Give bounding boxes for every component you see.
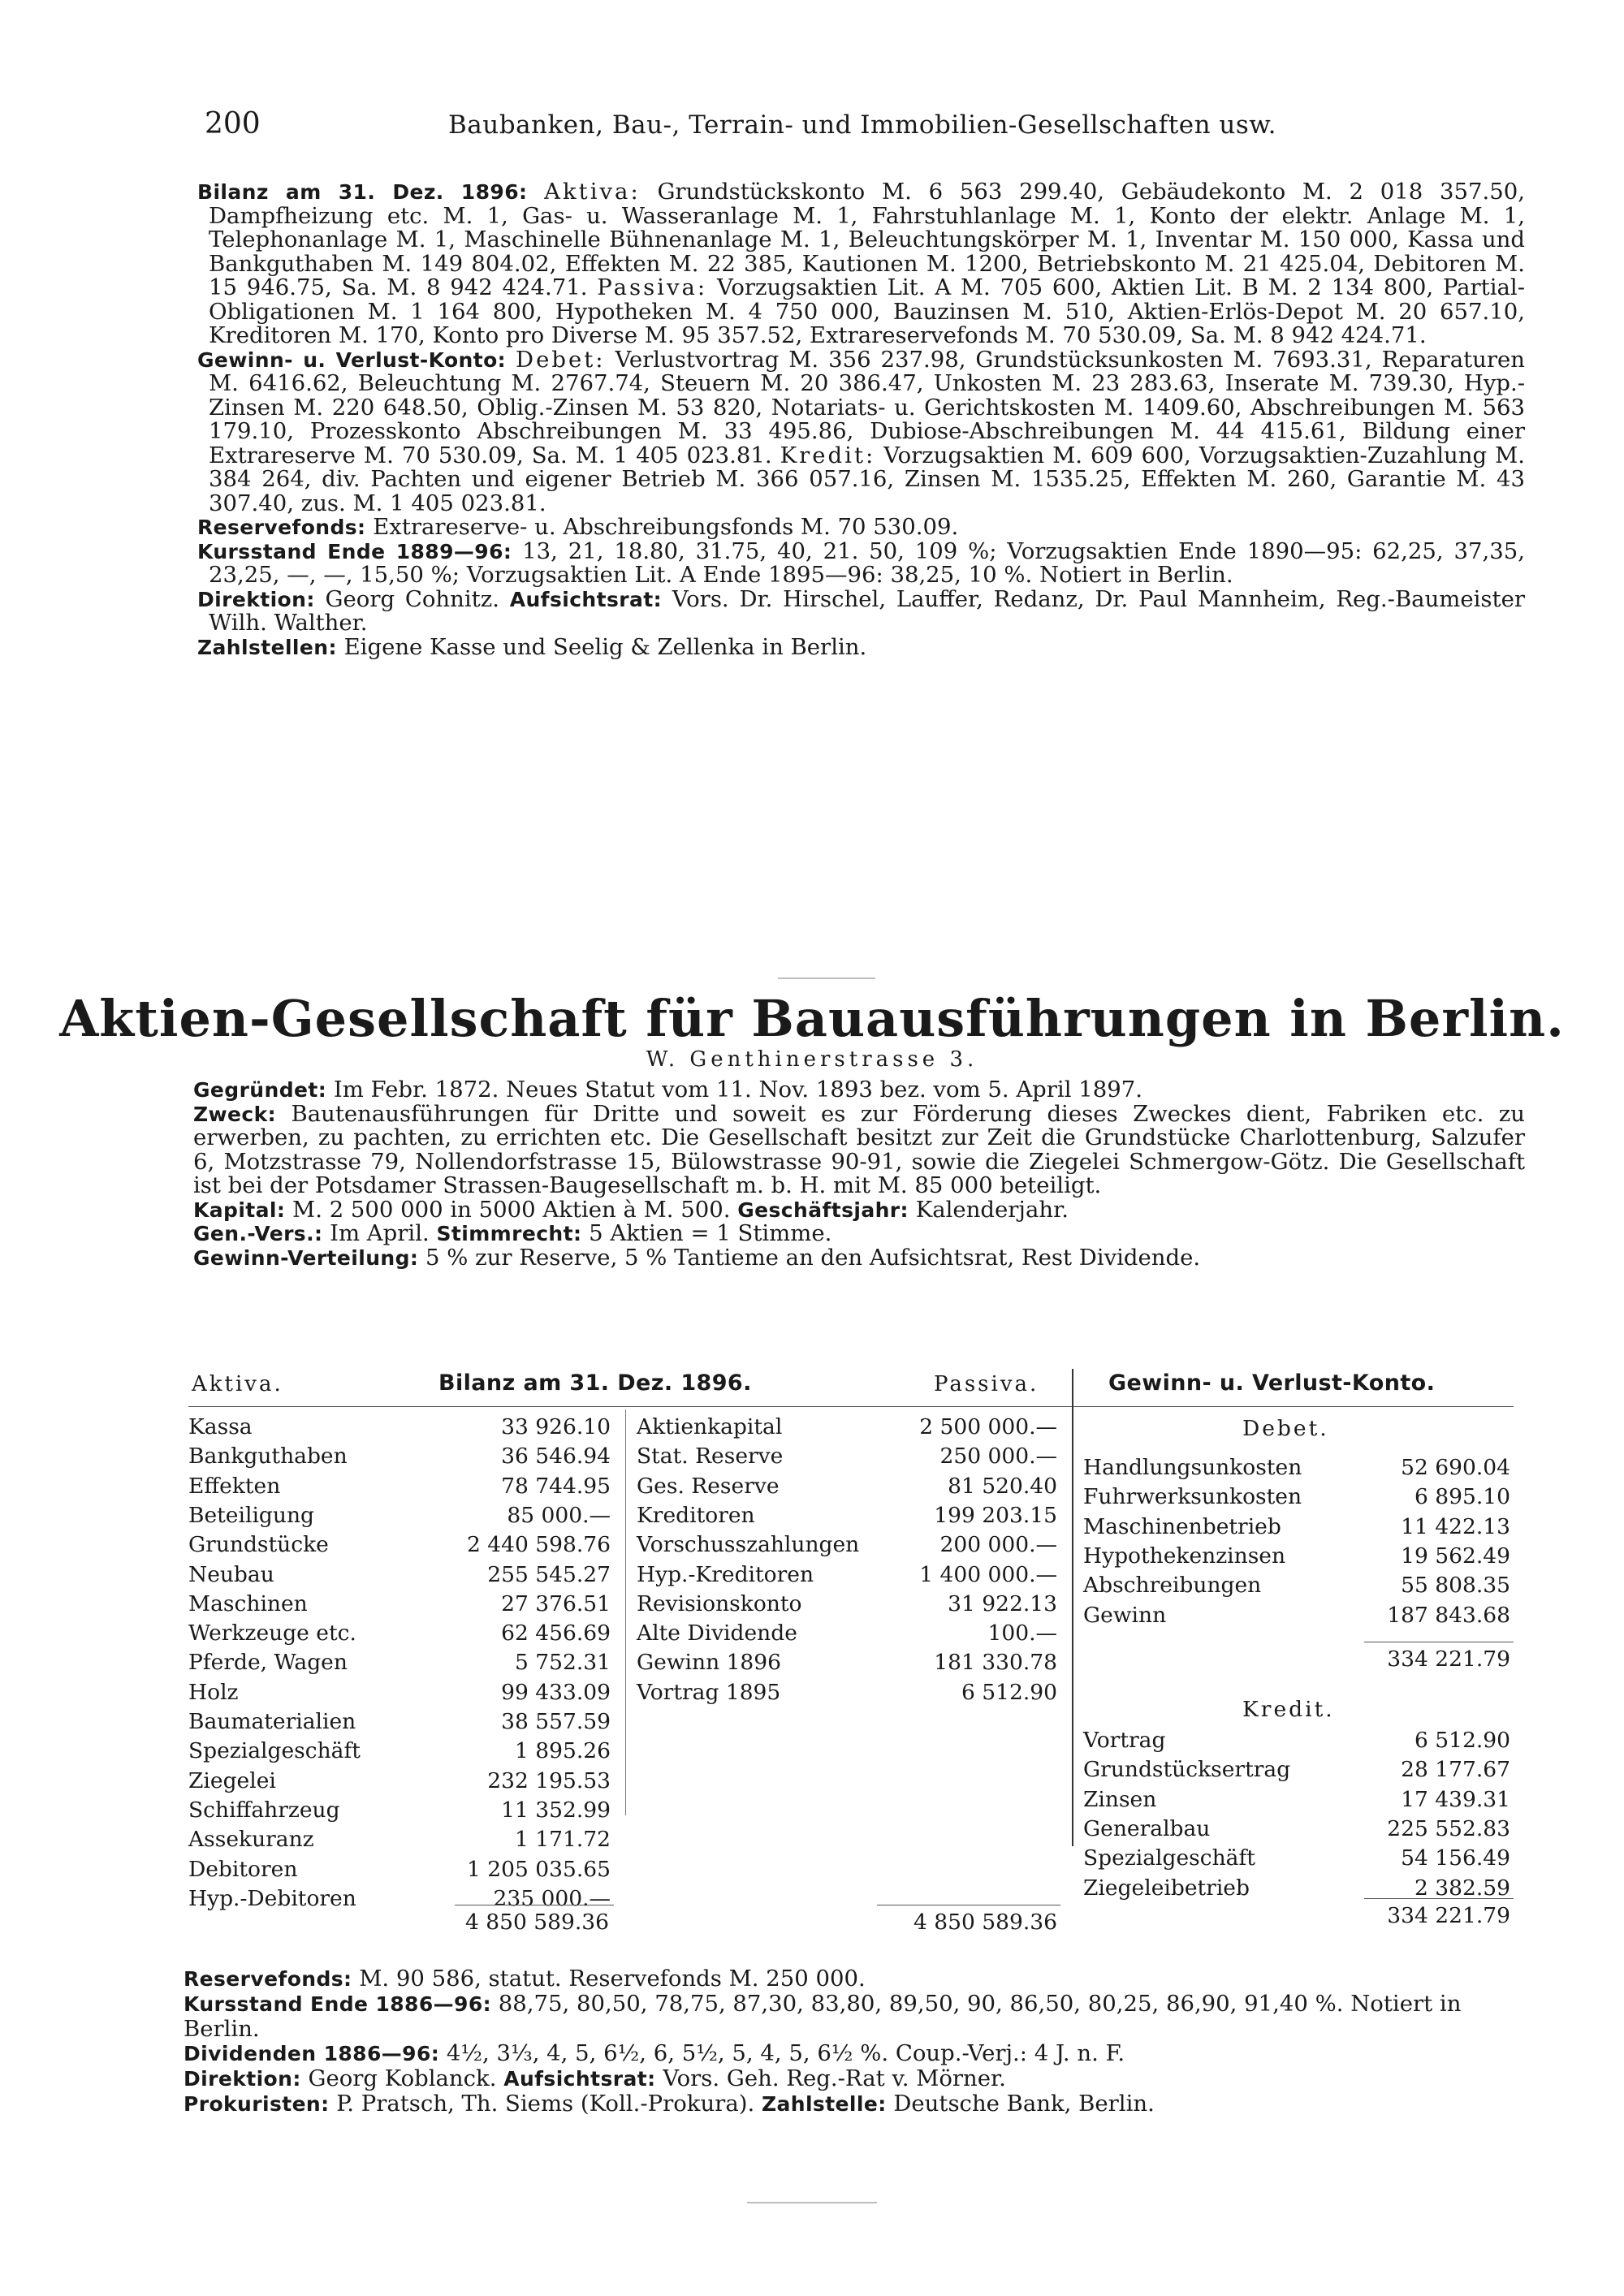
passiva-row xyxy=(637,1680,1057,1709)
gegruendet-text: Im Febr. 1872. Neues Statut vom 11. Nov. 1893 bez. vom 5. April 1897. xyxy=(333,1077,1142,1103)
debet-row xyxy=(1083,1514,1510,1543)
aktiva-row xyxy=(188,1798,611,1827)
bilanz-guv-separator xyxy=(1072,1369,1073,1846)
kredit-label: Vortrag xyxy=(1083,1728,1166,1753)
aktiva-amount: 85 000.— xyxy=(507,1502,611,1528)
gewinnverteilung-label: Gewinn-Verteilung: xyxy=(193,1245,419,1270)
aktiva-row xyxy=(188,1680,611,1709)
aktiva-label: Pferde, Wagen xyxy=(188,1650,348,1676)
debet-row xyxy=(1083,1455,1510,1484)
aktiva-label: Schiffahrzeug xyxy=(188,1797,340,1823)
aktiva-amount: 232 195.53 xyxy=(487,1767,611,1793)
kredit-total-rule xyxy=(1364,1898,1514,1899)
dividenden-label: Dividenden 1886—96: xyxy=(184,2042,440,2065)
kredit-total xyxy=(1348,1903,1510,1932)
prev-direktion-label: Direktion: xyxy=(197,587,315,611)
aktiva-row xyxy=(188,1650,611,1679)
prev-kursstand-paragraph xyxy=(197,537,1525,588)
debet-label: Handlungsunkosten xyxy=(1083,1455,1302,1480)
aktiva-label: Maschinen xyxy=(188,1590,308,1616)
prev-aktiva-label: Aktiva: xyxy=(544,179,641,205)
passiva-amount: 6 512.90 xyxy=(961,1679,1057,1705)
aktiva-amount: 2 440 598.76 xyxy=(466,1532,611,1558)
passiva-row xyxy=(637,1562,1057,1591)
aktiva-row xyxy=(188,1827,611,1856)
company-title: Aktien-Gesellschaft für Bauausführungen in Berlin. xyxy=(59,989,1565,1048)
gewinnverteilung-line xyxy=(193,1246,1525,1271)
aktiva-row xyxy=(188,1738,611,1767)
bilanz-header-rule xyxy=(188,1406,1072,1407)
prev-bilanz-aktiva-text: Grundstückskonto M. 6 563 299.40, Gebäudekonto M. 2 018 357.50, Dampfheizung etc. M. 1, Gas- u. Wasseranlage M. 1, Fahrstuhlanlage M. 1, Konto der elektr. Anlage M. 1, Telephonanlage M. 1, Maschinelle Bühnenanlage M. 1, Beleuchtungskörper M. 1, Inventar M. 150 000, Kassa und Bankguthaben M. 149 804.02, Effekten M. 22 385, Kautionen M. 1200, Betriebskonto M. 21 425.04, Debitoren M. 15 946.75, Sa. M. 8 942 424.71. xyxy=(209,179,1525,300)
debet-row xyxy=(1083,1543,1510,1573)
section-divider xyxy=(778,978,875,979)
prev-reservefonds-paragraph xyxy=(197,516,1525,540)
prokuristen-line xyxy=(184,2091,1531,2117)
kredit-label: Grundstücksertrag xyxy=(1083,1757,1291,1783)
passiva-amount: 100.— xyxy=(987,1621,1057,1646)
aktiva-label: Neubau xyxy=(188,1561,274,1587)
bilanz-title: Bilanz am 31. Dez. 1896. xyxy=(438,1370,752,1396)
passiva-label: Hyp.-Kreditoren xyxy=(637,1561,814,1587)
kursstand-line xyxy=(184,1992,1531,2041)
gegruendet-label: Gegründet: xyxy=(193,1078,327,1102)
kredit-total-amount: 334 221.79 xyxy=(1387,1903,1510,1928)
passiva-label: Aktienkapital xyxy=(637,1414,783,1439)
aktiva-label: Debitoren xyxy=(188,1856,298,1882)
genvers-label: Gen.-Vers.: xyxy=(193,1222,323,1245)
kredit-label: Ziegeleibetrieb xyxy=(1083,1875,1250,1901)
debet-row xyxy=(1083,1603,1510,1632)
debet-label: Gewinn xyxy=(1083,1602,1167,1628)
prev-reservefonds-label: Reservefonds: xyxy=(197,516,366,539)
guv-debet-header: Debet. xyxy=(1242,1416,1329,1441)
passiva-row xyxy=(637,1414,1057,1444)
passiva-row xyxy=(637,1503,1057,1532)
prev-zahlstellen-text: Eigene Kasse und Seelig & Zellenka in Berlin. xyxy=(343,633,867,660)
prev-bilanz-paragraph xyxy=(197,180,1525,348)
debet-total xyxy=(1348,1646,1510,1676)
passiva-amount: 250 000.— xyxy=(939,1444,1057,1470)
aufsichtsrat-label: Aufsichtsrat: xyxy=(503,2067,656,2091)
guv-header-rule xyxy=(1073,1406,1514,1407)
zahlstelle-text: Deutsche Bank, Berlin. xyxy=(893,2091,1155,2117)
passiva-amount: 200 000.— xyxy=(939,1532,1057,1558)
passiva-row xyxy=(637,1591,1057,1621)
passiva-amount: 199 203.15 xyxy=(934,1502,1057,1528)
prev-zahlstellen-paragraph xyxy=(197,633,1525,660)
kredit-row xyxy=(1083,1845,1510,1875)
passiva-label: Revisionskonto xyxy=(637,1590,802,1616)
debet-amount: 55 808.35 xyxy=(1401,1573,1510,1599)
prev-guv-paragraph xyxy=(197,348,1525,516)
direktion-text: Georg Koblanck. xyxy=(308,2065,497,2091)
aufsichtsrat-text: Vors. Geh. Reg.-Rat v. Mörner. xyxy=(663,2065,1006,2091)
passiva-row xyxy=(637,1474,1057,1503)
prev-direktion-paragraph xyxy=(197,585,1526,636)
prev-guv-label: Gewinn- u. Verlust-Konto: xyxy=(197,347,507,372)
passiva-amount: 181 330.78 xyxy=(934,1650,1057,1676)
kredit-label: Zinsen xyxy=(1083,1786,1157,1812)
prev-bilanz-label: Bilanz am 31. Dez. 1896: xyxy=(197,180,528,204)
reservefonds-text: M. 90 586, statut. Reservefonds M. 250 000. xyxy=(359,1966,866,1992)
prev-guv-debet-text: Verlustvortrag M. 356 237.98, Grundstücksunkosten M. 7693.31, Reparaturen M. 6416.62, Beleuchtung M. 2767.74, Steuern M. 20 386.47, Unkosten M. 23 283.63, Inserate M. 739.30, Hyp.-Zinsen M. 220 648.50, Oblig.-Zinsen M. 53 820, Notariats- u. Gerichtskosten M. 1409.60, Abschreibungen M. 563 179.10, Prozesskonto Abschreibungen M. 33 495.86, Dubiose-Abschreibungen M. 44 415.61, Bildung einer Extrareserve M. 70 530.09, Sa. M. 1 405 023.81. xyxy=(209,346,1525,468)
kredit-row xyxy=(1083,1728,1510,1757)
zahlstelle-label: Zahlstelle: xyxy=(761,2092,887,2116)
gewinnverteilung-text: 5 % zur Reserve, 5 % Tantieme an den Aufsichtsrat, Rest Dividende. xyxy=(425,1244,1201,1271)
prev-kursstand-label: Kursstand Ende 1889—96: xyxy=(197,539,512,563)
aktiva-label: Ziegelei xyxy=(188,1767,276,1793)
kapital-line xyxy=(193,1198,1525,1223)
passiva-amount: 1 400 000.— xyxy=(919,1561,1057,1587)
passiva-row xyxy=(637,1621,1057,1650)
kredit-amount: 6 512.90 xyxy=(1414,1728,1510,1753)
aktiva-row xyxy=(188,1591,611,1621)
debet-total-amount: 334 221.79 xyxy=(1387,1646,1510,1672)
aktiva-amount: 36 546.94 xyxy=(501,1444,611,1470)
debet-amount: 19 562.49 xyxy=(1401,1543,1510,1569)
debet-label: Fuhrwerksunkosten xyxy=(1083,1484,1302,1510)
aktiva-amount: 1 205 035.65 xyxy=(466,1856,611,1882)
kredit-amount: 17 439.31 xyxy=(1401,1786,1510,1812)
aktiva-row xyxy=(188,1621,611,1650)
passiva-row xyxy=(637,1532,1057,1561)
running-head xyxy=(205,107,1471,145)
aktiva-total xyxy=(438,1910,609,1939)
aktiva-amount: 1 895.26 xyxy=(514,1738,611,1764)
aktiva-row xyxy=(188,1474,611,1503)
aktiva-amount: 78 744.95 xyxy=(501,1473,611,1499)
kursstand-label: Kursstand Ende 1886—96: xyxy=(184,1992,492,2016)
aktiva-label: Werkzeuge etc. xyxy=(188,1621,356,1646)
kredit-amount: 54 156.49 xyxy=(1401,1845,1510,1871)
debet-label: Maschinenbetrieb xyxy=(1083,1513,1281,1539)
debet-row xyxy=(1083,1573,1510,1602)
kredit-label: Generalbau xyxy=(1083,1815,1211,1841)
reservefonds-label: Reservefonds: xyxy=(184,1967,352,1991)
aktiva-label: Baumaterialien xyxy=(188,1709,356,1734)
company-footer-info xyxy=(184,1966,1531,2117)
prev-zahlstellen-label: Zahlstellen: xyxy=(197,635,337,659)
page-number: 200 xyxy=(205,107,261,140)
passiva-header: Passiva. xyxy=(934,1372,1039,1396)
zweck-text: Bautenausführungen für Dritte und soweit es zur Förderung dieses Zweckes dient, Fabriken etc. zu erwerben, zu pachten, zu errichten etc. Die Gesellschaft besitzt zur Zeit die Grundstücke Charlottenburg, Salzufer 6, Motzstrasse 79, Nollendorfstrasse 15, Bülowstrasse 90-91, sowie die Ziegelei Schmergow-Götz. Die Gesellschaft ist bei der Potsdamer Strassen-Baugesellschaft m. b. H. mit M. 85 000 beteiligt. xyxy=(193,1100,1525,1198)
passiva-total xyxy=(877,1910,1057,1939)
running-title: Baubanken, Bau-, Terrain- und Immobilien-Gesellschaften usw. xyxy=(448,110,1276,140)
zweck-paragraph xyxy=(193,1100,1525,1198)
debet-amount: 11 422.13 xyxy=(1401,1513,1510,1539)
kredit-label: Spezialgeschäft xyxy=(1083,1845,1255,1871)
geschaeftsjahr-label: Geschäftsjahr: xyxy=(737,1198,909,1222)
aktiva-amount: 33 926.10 xyxy=(501,1414,611,1439)
prev-kredit-label: Kredit: xyxy=(780,442,876,468)
kredit-row xyxy=(1083,1757,1510,1786)
aktiva-amount: 11 352.99 xyxy=(501,1797,611,1823)
aktiva-amount: 38 557.59 xyxy=(501,1709,611,1734)
stimmrecht-text: 5 Aktien = 1 Stimme. xyxy=(589,1220,832,1246)
aktiva-amount: 1 171.72 xyxy=(514,1827,611,1853)
aktiva-row xyxy=(188,1532,611,1561)
aktiva-label: Holz xyxy=(188,1679,239,1705)
company-facts xyxy=(193,1078,1525,1270)
kredit-row xyxy=(1083,1816,1510,1845)
genvers-line xyxy=(193,1222,1525,1246)
aktiva-total-amount: 4 850 589.36 xyxy=(464,1910,609,1935)
direktion-label: Direktion: xyxy=(184,2067,301,2091)
reservefonds-line xyxy=(184,1966,1531,1992)
aktiva-row xyxy=(188,1562,611,1591)
debet-amount: 52 690.04 xyxy=(1401,1455,1510,1480)
aktiva-label: Spezialgeschäft xyxy=(188,1738,361,1764)
passiva-row xyxy=(637,1650,1057,1679)
passiva-total-amount: 4 850 589.36 xyxy=(913,1910,1057,1935)
prev-aufsichtsrat-label: Aufsichtsrat: xyxy=(509,587,662,611)
prev-direktion-text: Georg Cohnitz. xyxy=(325,585,499,612)
aktiva-label: Effekten xyxy=(188,1473,281,1499)
aktiva-row xyxy=(188,1444,611,1473)
debet-amount: 6 895.10 xyxy=(1414,1484,1510,1510)
aktiva-amount: 255 545.27 xyxy=(487,1561,611,1587)
debet-label: Abschreibungen xyxy=(1083,1573,1262,1599)
debet-row xyxy=(1083,1484,1510,1513)
passiva-label: Alte Dividende xyxy=(637,1621,797,1646)
passiva-label: Vortrag 1895 xyxy=(637,1679,781,1705)
prev-reservefonds-text: Extrareserve- u. Abschreibungsfonds M. 70 530.09. xyxy=(373,514,959,540)
passiva-amount: 31 922.13 xyxy=(948,1590,1057,1616)
aktiva-row xyxy=(188,1503,611,1532)
aktiva-amount: 27 376.51 xyxy=(501,1590,611,1616)
kapital-label: Kapital: xyxy=(193,1198,286,1222)
kredit-amount: 225 552.83 xyxy=(1387,1815,1510,1841)
aktiva-label: Kassa xyxy=(188,1414,253,1439)
passiva-amount: 2 500 000.— xyxy=(919,1414,1057,1439)
zweck-label: Zweck: xyxy=(193,1102,277,1126)
aktiva-label: Bankguthaben xyxy=(188,1444,348,1470)
passiva-label: Vorschusszahlungen xyxy=(637,1532,860,1558)
prev-guv-kredit-text: Vorzugsaktien M. 609 600, Vorzugsaktien-Zuzahlung M. 384 264, div. Pachten und eigener Betrieb M. 366 057.16, Zinsen M. 1535.25, Effekten M. 260, Garantie M. 43 307.40, zus. M. 1 405 023.81. xyxy=(209,442,1525,516)
prokuristen-label: Prokuristen: xyxy=(184,2092,330,2116)
prev-passiva-label: Passiva: xyxy=(597,274,708,300)
aktiva-row xyxy=(188,1857,611,1886)
kapital-text: M. 2 500 000 in 5000 Aktien à M. 500. xyxy=(292,1196,731,1223)
guv-title: Gewinn- u. Verlust-Konto. xyxy=(1108,1370,1436,1396)
aktiva-row xyxy=(188,1414,611,1444)
prokuristen-text: P. Pratsch, Th. Siems (Koll.-Prokura). xyxy=(336,2091,755,2117)
prev-aufsichtsrat-text: Vors. Dr. Hirschel, Lauffer, Redanz, Dr. Paul Mannheim, Reg.-Baumeister Wilh. Walther. xyxy=(209,585,1526,636)
direktion-line xyxy=(184,2066,1531,2091)
aktiva-label: Beteiligung xyxy=(188,1502,314,1528)
geschaeftsjahr-text: Kalenderjahr. xyxy=(915,1196,1069,1223)
aktiva-row xyxy=(188,1768,611,1798)
aktiva-header: Aktiva. xyxy=(192,1372,283,1396)
prev-bilanz-passiva-text: Vorzugsaktien Lit. A M. 705 600, Aktien Lit. B M. 2 134 800, Partial-Obligationen M. 1 164 800, Hypotheken M. 4 750 000, Bauzinsen M. 510, Aktien-Erlös-Depot M. 20 657.10, Kreditoren M. 170, Konto pro Diverse M. 95 357.52, Extrareservefonds M. 70 530.09, Sa. M. 8 942 424.71. xyxy=(209,274,1526,348)
passiva-label: Kreditoren xyxy=(637,1502,755,1528)
aktiva-row xyxy=(188,1709,611,1738)
company-address: W. Genthinerstrasse 3. xyxy=(646,1047,978,1072)
stimmrecht-label: Stimmrecht: xyxy=(436,1222,582,1245)
passiva-label: Ges. Reserve xyxy=(637,1473,780,1499)
passiva-label: Stat. Reserve xyxy=(637,1444,784,1470)
passiva-amount: 81 520.40 xyxy=(948,1473,1057,1499)
aktiva-amount: 62 456.69 xyxy=(501,1621,611,1646)
aktiva-label: Assekuranz xyxy=(188,1827,314,1853)
dividenden-text: 4½, 3⅓, 4, 5, 6½, 6, 5½, 5, 4, 5, 6½ %. Coup.-Verj.: 4 J. n. F. xyxy=(446,2040,1125,2066)
aktiva-label: Grundstücke xyxy=(188,1532,329,1558)
kredit-row xyxy=(1083,1875,1510,1905)
kredit-amount: 2 382.59 xyxy=(1414,1875,1510,1901)
kredit-row xyxy=(1083,1787,1510,1816)
kredit-amount: 28 177.67 xyxy=(1401,1757,1510,1783)
kursstand-text: 88,75, 80,50, 78,75, 87,30, 83,80, 89,50, 90, 86,50, 80,25, 86,90, 91,40 %. Notiert in Berlin. xyxy=(184,1991,1462,2042)
aktiva-amount: 99 433.09 xyxy=(501,1679,611,1705)
dividenden-line xyxy=(184,2041,1531,2066)
aktiva-amount: 235 000.— xyxy=(493,1885,611,1911)
passiva-row xyxy=(637,1444,1057,1473)
prev-kursstand-text: 13, 21, 18.80, 31.75, 40, 21. 50, 109 %; Vorzugsaktien Ende 1890—95: 62,25, 37,35, 23,25, —, —, 15,50 %; Vorzugsaktien Lit. A Ende 1895—96: 38,25, 10 %. Notiert in Berlin. xyxy=(209,537,1525,588)
previous-company-entry xyxy=(197,180,1525,659)
passiva-label: Gewinn 1896 xyxy=(637,1650,782,1676)
debet-label: Hypothekenzinsen xyxy=(1083,1543,1286,1569)
gegruendet-line xyxy=(193,1078,1525,1103)
debet-amount: 187 843.68 xyxy=(1387,1602,1510,1628)
guv-kredit-header: Kredit. xyxy=(1242,1697,1335,1722)
aktiva-amount: 5 752.31 xyxy=(514,1650,611,1676)
prev-debet-label: Debet: xyxy=(516,346,606,373)
aktiva-passiva-separator xyxy=(625,1409,626,1815)
page-end-divider xyxy=(747,2202,877,2203)
aktiva-label: Hyp.-Debitoren xyxy=(188,1885,356,1911)
genvers-text: Im April. xyxy=(330,1220,430,1246)
